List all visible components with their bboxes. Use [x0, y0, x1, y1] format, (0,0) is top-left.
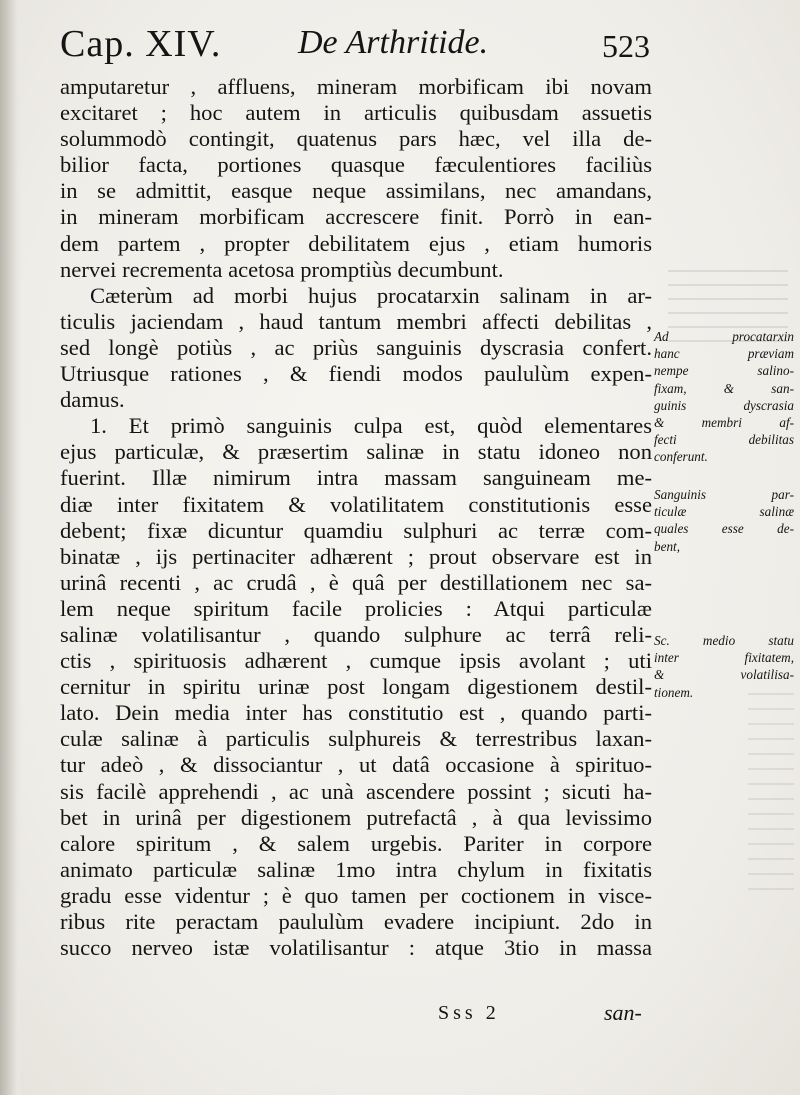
catchword: san- — [604, 1000, 642, 1025]
margin-note-line: ticulæ salinæ — [654, 504, 794, 520]
margin-note-line: conferunt. — [654, 449, 708, 465]
text-line: culæ salinæ à particulis sulphureis & terrestribus laxan- — [60, 726, 652, 752]
text-line: ticulis jaciendam , haud tantum membri affecti debilitas , — [60, 308, 652, 334]
margin-note-line: fecti debilitas — [654, 432, 794, 448]
page-gutter-shadow — [0, 0, 22, 1095]
text-line: in se admittit, easque neque assimilans, nec amandans, — [60, 178, 652, 204]
margin-note-sanguinis — [654, 486, 794, 555]
margin-note-line: Sanguinis par- — [654, 487, 794, 502]
margin-note-medio-statu — [654, 632, 794, 701]
text-line: tur adeò , & dissociantur , ut datâ occasione à spirituo- — [60, 752, 652, 778]
main-text-block — [60, 74, 652, 961]
margin-note-line: & volatilisa- — [654, 667, 794, 683]
text-line: lem neque spiritum facile prolicies : Atqui particulæ — [60, 595, 652, 621]
margin-note-line: inter fixitatem, — [654, 650, 794, 666]
text-line: urinâ recenti , ac crudâ , è quâ per destillationem nec sa- — [60, 569, 652, 595]
text-line: ribus rite peractam paululùm evadere incipiunt. 2do in — [60, 909, 652, 934]
page-number: 523 — [602, 28, 650, 64]
running-header — [60, 22, 650, 72]
text-line: amputaretur , affluens, mineram morbificam ibi novam — [60, 74, 652, 99]
text-line: 1. Et primò sanguinis culpa est, quòd elementares — [90, 413, 652, 439]
text-line: animato particulæ salinæ 1mo intra chylum in fixitatis — [60, 856, 652, 882]
text-line: salinæ volatilisantur , quando sulphure ac terrâ reli- — [60, 621, 652, 647]
text-line: cernitur in spiritu urinæ post longam digestionem destil- — [60, 674, 652, 700]
text-line: dem partem , propter debilitatem ejus , etiam humoris — [60, 230, 652, 256]
text-line: solummodò contingit, quatenus pars hæc, vel illa de- — [60, 126, 652, 152]
text-line: binatæ , ijs pertinaciter adhærent ; prout observare est in — [60, 543, 652, 569]
margin-note-line: & membri af- — [654, 415, 794, 431]
margin-note-line: hanc præviam — [654, 346, 794, 362]
text-line: in mineram morbificam accrescere finit. Porrò in ean- — [60, 204, 652, 230]
text-line: sed longè potiùs , ac priùs sanguinis dyscrasia confert. — [60, 334, 652, 360]
text-line: ejus particulæ, & præsertim salinæ in statu idoneo non — [60, 439, 652, 465]
margin-note-procatarxis — [654, 328, 794, 466]
margin-note-line: tionem. — [654, 684, 694, 700]
text-line: bet in urinâ per digestionem putrefactâ , à qua levissimo — [60, 804, 652, 830]
text-line: lato. Dein media inter has constitutio est , quando parti- — [60, 700, 652, 726]
text-line: fuerint. Illæ nimirum intra massam sanguineam me- — [60, 465, 652, 491]
text-line: gradu esse videntur ; è quo tamen per coctionem in visce- — [60, 882, 652, 908]
text-line: damus. — [60, 387, 125, 413]
margin-note-line: Sc. medio statu — [654, 633, 794, 648]
margin-note-line: nempe salino- — [654, 363, 794, 379]
bleed-through-text-lower — [748, 690, 794, 890]
text-line: excitaret ; hoc autem in articulis quibusdam assuetis — [60, 100, 652, 126]
margin-note-line: quales esse de- — [654, 521, 794, 537]
text-line: Cæterùm ad morbi hujus procatarxin salinam in ar- — [90, 282, 652, 308]
margin-note-line: fixam, & san- — [654, 380, 794, 396]
text-line: calore spiritum , & salem urgebis. Pariter in corpore — [60, 830, 652, 856]
running-title: De Arthritide. — [298, 24, 489, 61]
chapter-label: Cap. XIV. — [60, 23, 222, 65]
text-line: sis facilè apprehendi , ac unà ascendere possint ; sicuti ha- — [60, 778, 652, 804]
signature-mark: Sss 2 — [438, 1002, 500, 1024]
text-line: Utriusque rationes , & fiendi modos paululùm expen- — [60, 361, 652, 387]
text-line: succo nerveo istæ volatilisantur : atque 3tio in massa — [60, 935, 652, 961]
margin-note-line: guinis dyscrasia — [654, 397, 794, 413]
text-line: debent; fixæ dicuntur quamdiu sulphuri ac terræ com- — [60, 517, 652, 543]
margin-note-line: Ad procatarxin — [654, 329, 794, 344]
text-line: diæ inter fixitatem & volatilitatem constitutionis esse — [60, 491, 652, 517]
text-line: ctis , spirituosis adhærent , cumque ipsis avolant ; uti — [60, 648, 652, 674]
text-line: bilior facta, portiones quasque fæculentiores faciliùs — [60, 152, 652, 178]
text-line: nervei recrementa acetosa promptiùs decumbunt. — [60, 256, 504, 282]
margin-note-line: bent, — [654, 538, 681, 554]
